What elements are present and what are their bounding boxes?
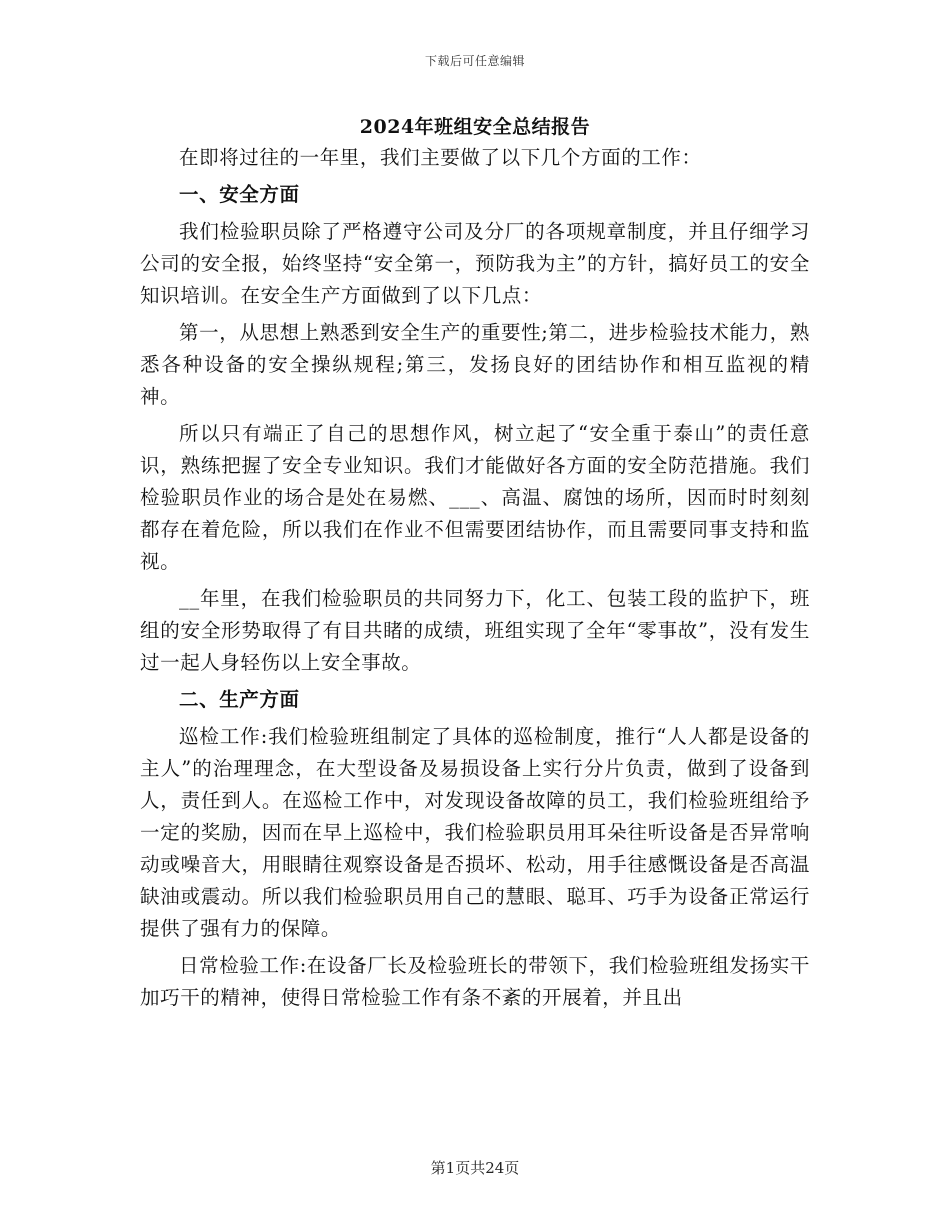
paragraph-safety-points: 第一，从思想上熟悉到安全生产的重要性;第二，进步检验技术能力，熟悉各种设备的安全操纵规程;第三，发扬良好的团结协作和相互监视的精神。	[140, 321, 810, 408]
paragraph-daily-inspection: 日常检验工作:在设备厂长及检验班长的带领下，我们检验班组发扬实干加巧干的精神，使得日常检验工作有条不紊的开展着，并且出	[140, 954, 810, 1009]
section-heading-production: 二、生产方面	[179, 688, 300, 711]
document-body	[140, 112, 810, 1019]
page-number: 第1页共24页	[430, 1159, 520, 1177]
paragraph-intro: 在即将过往的一年里，我们主要做了以下几个方面的工作：	[179, 146, 702, 169]
document-title: 2024年班组安全总结报告	[359, 116, 591, 138]
paragraph-inspection: 巡检工作:我们检验班组制定了具体的巡检制度，推行“人人都是设备的主人”的治理理念，在大型设备及易损设备上实行分片负责，做到了设备到人，责任到人。在巡检工作中，对发现设备故障的员工，我们检验班组给予一定的奖励，因而在早上巡检中，我们检验职员用耳朵往听设备是否异常响动或噪音大，用眼睛往观察设备是否损坏、松动，用手往感慨设备是否高温缺油或震动。所以我们检验职员用自己的慧眼、聪耳、巧手为设备正常运行提供了强有力的保障。	[140, 725, 810, 940]
section-heading-safety: 一、安全方面	[179, 183, 300, 206]
paragraph-safety-rules: 我们检验职员除了严格遵守公司及分厂的各项规章制度，并且仔细学习公司的安全报，始终坚持“安全第一，预防我为主”的方针，搞好员工的安全知识培训。在安全生产方面做到了以下几点：	[140, 220, 810, 307]
paragraph-safety-results: __年里，在我们检验职员的共同努力下，化工、包装工段的监护下，班组的安全形势取得了有目共睹的成绩，班组实现了全年“零事故”，没有发生过一起人身轻伤以上安全事故。	[140, 587, 810, 674]
paragraph-safety-awareness: 所以只有端正了自己的思想作风，树立起了“安全重于泰山”的责任意识，熟练把握了安全专业知识。我们才能做好各方面的安全防范措施。我们检验职员作业的场合是处在易燃、___、高温、腐蚀的场所，因而时时刻刻都存在着危险，所以我们在作业不但需要团结协作，而且需要同事支持和监视。	[140, 422, 810, 573]
header-note: 下载后可任意编辑	[424, 54, 525, 68]
